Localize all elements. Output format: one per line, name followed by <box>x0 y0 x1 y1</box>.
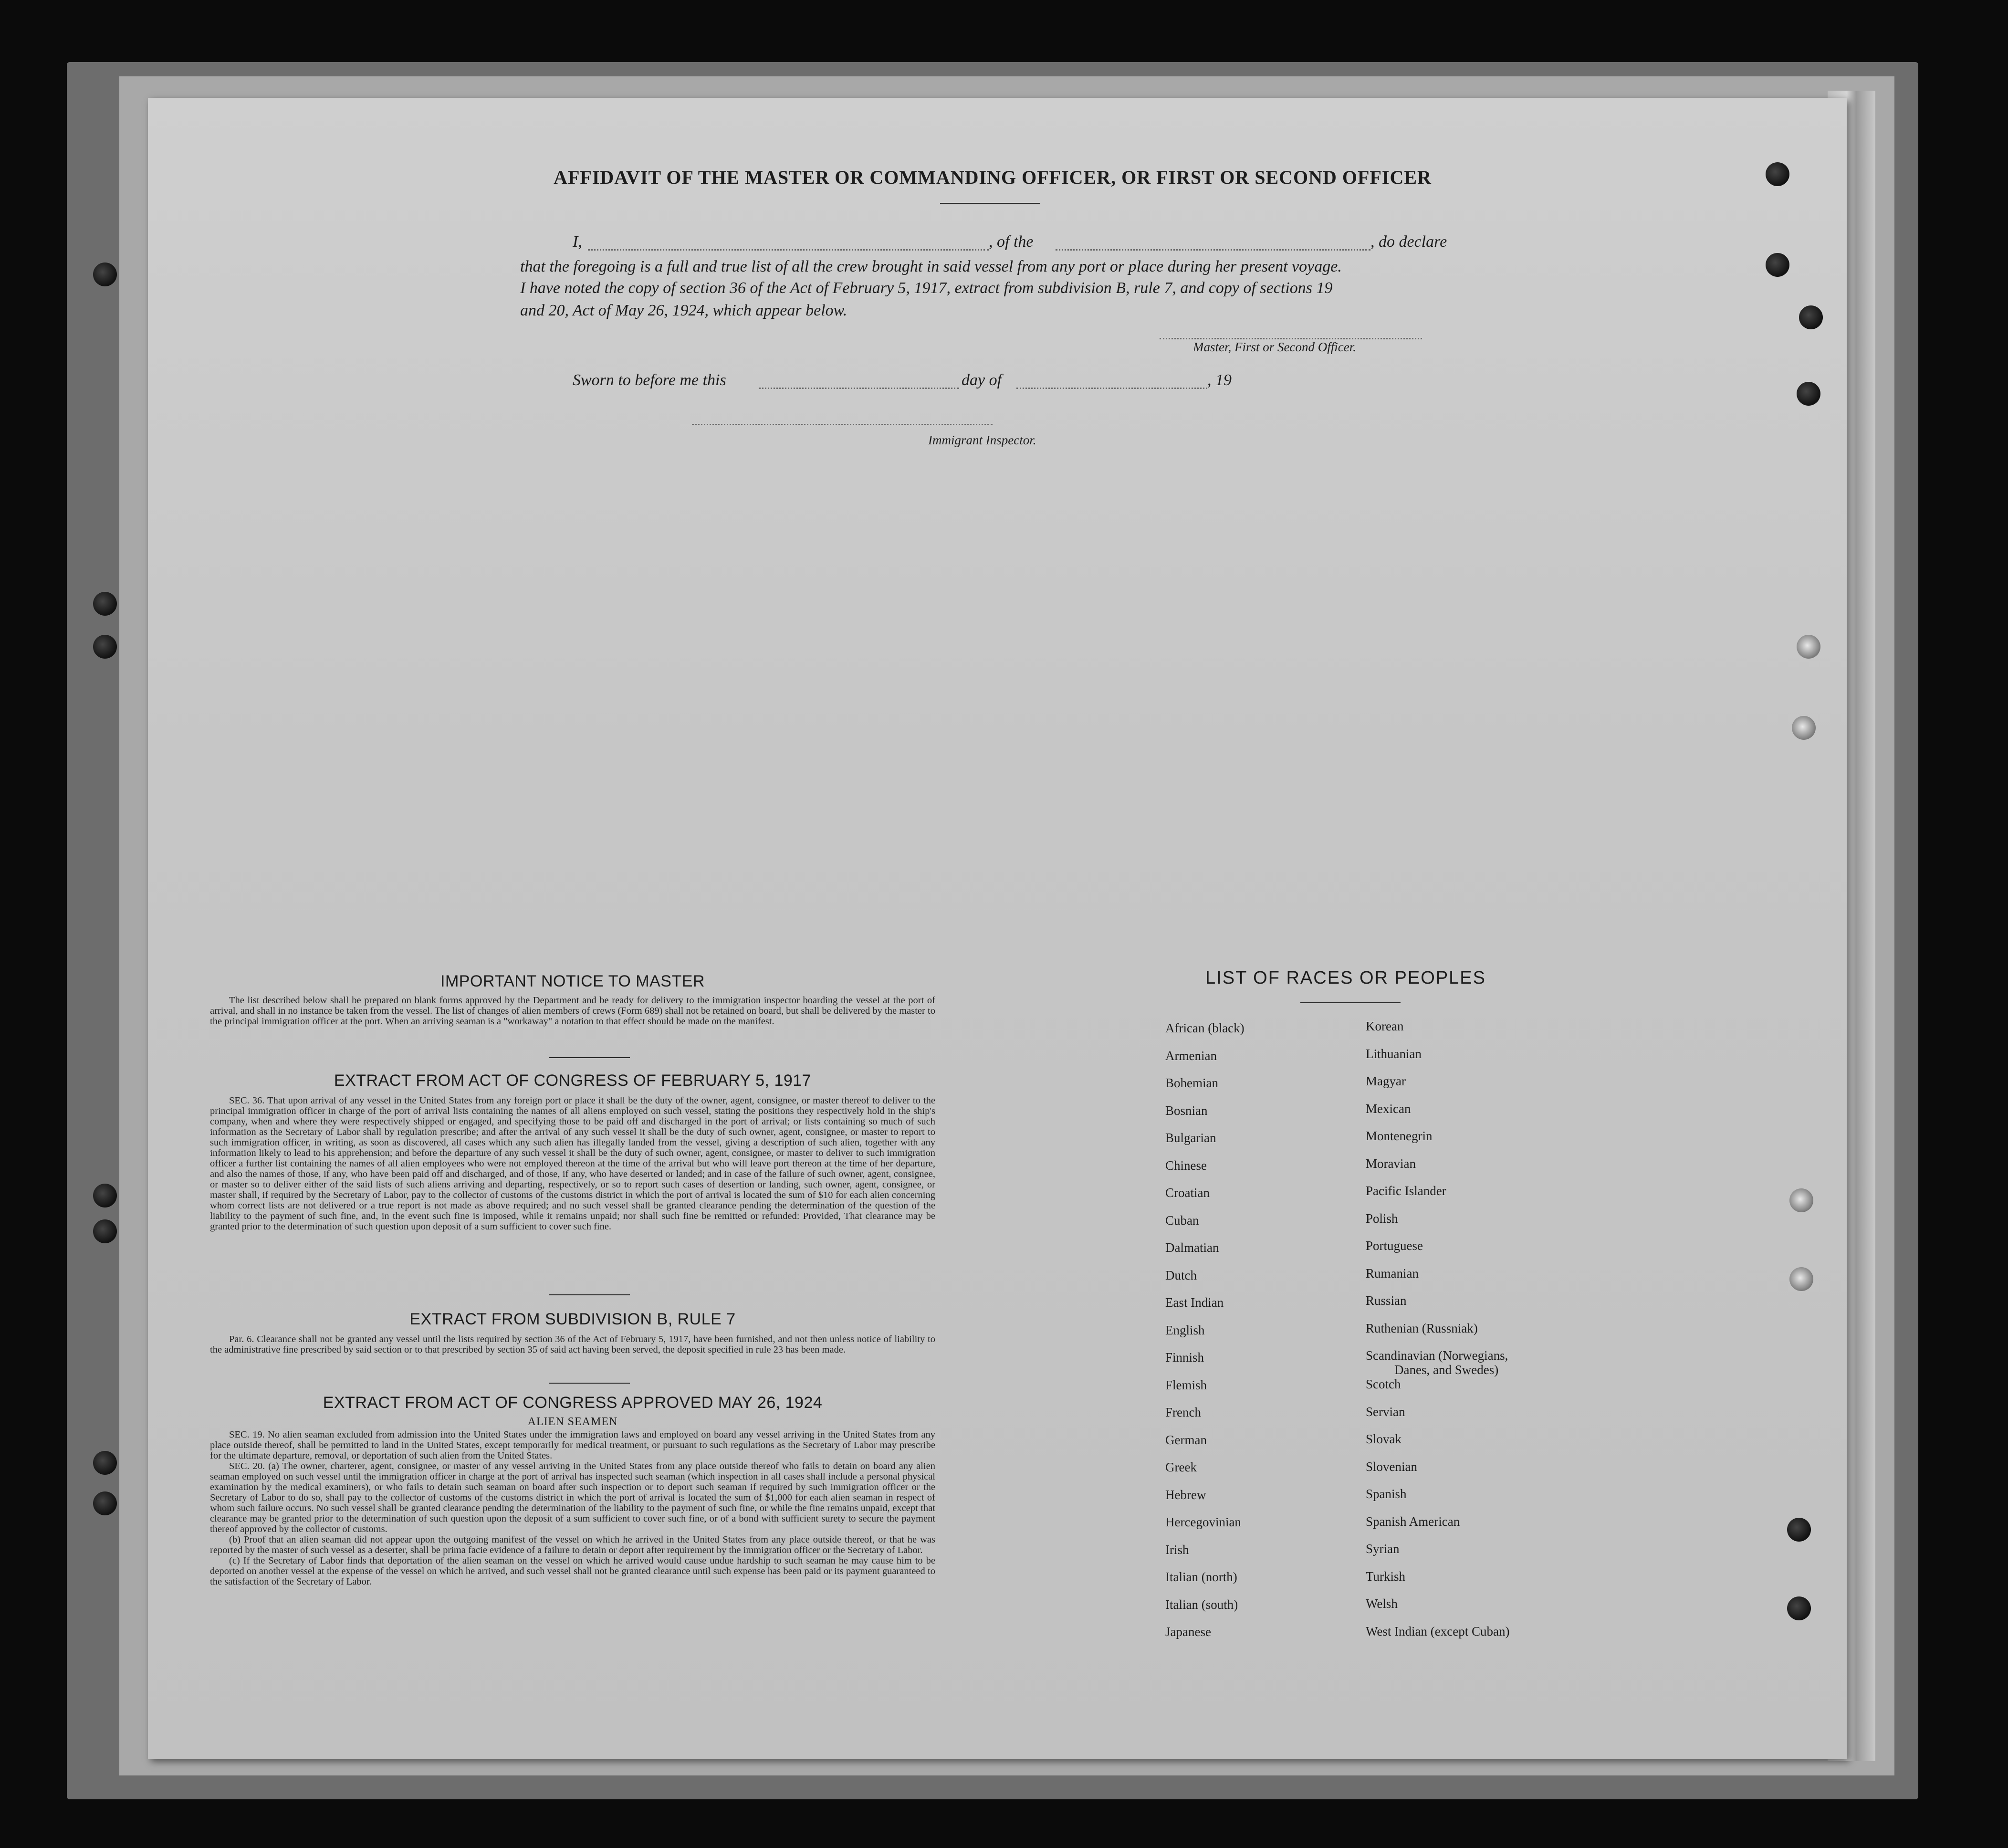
punch-hole-icon <box>93 592 117 616</box>
race-item: Greek <box>1165 1460 1197 1474</box>
affidavit-line-2: that the foregoing is a full and true list of all the crew brought in said vessel from any port or place during her present voyage. <box>520 258 1342 275</box>
day-of-label: day of <box>962 371 1002 389</box>
year-label: , 19 <box>1207 371 1232 389</box>
race-item: Flemish <box>1165 1377 1207 1392</box>
punch-hole-icon <box>93 1491 117 1515</box>
races-left-column <box>1165 1021 1245 1653</box>
punch-hole-icon <box>93 262 117 286</box>
punch-hole-icon <box>1766 162 1789 186</box>
sworn-label: Sworn to before me this <box>573 371 726 389</box>
races-rule <box>1300 1002 1401 1003</box>
race-item: French <box>1165 1405 1201 1419</box>
affidavit-i: I, <box>573 233 582 251</box>
notice-rule <box>549 1057 630 1058</box>
rule7-rule <box>549 1383 630 1384</box>
extract-1924-text <box>210 1429 935 1587</box>
sec-20a-paragraph: SEC. 20. (a) The owner, charterer, agent, consignee, or master of any vessel arriving in the United States from any place outside thereof who fails to detain on board any alien seaman employed on such vessel until the immigration officer in charge at the port of arrival has inspected such seaman (which inspection in all cases shall include a personal physical examination by the medical examiners), or who fails to detain such seaman on board after such inspection or to deport such seaman if required by such immigration officer or the Secretary of Labor to do so, shall pay to the collector of customs of the customs district in which the port of arrival is located the sum of $1,000 for each alien seaman in respect of whom such failure occurs. No such vessel shall be granted clearance pending the determination of the liability to the payment of such fine, or while the fine remains unpaid, except that clearance may be granted prior to the determination of such question upon the deposit of a sum sufficient to cover such fine, or of a bond with sufficient surety to secure the payment thereof approved by the collector of customs. <box>210 1461 935 1534</box>
race-item: Korean <box>1366 1019 1404 1033</box>
race-item: Armenian <box>1165 1048 1217 1063</box>
race-item: Bulgarian <box>1165 1131 1216 1145</box>
master-caption: Master, First or Second Officer. <box>1193 340 1356 354</box>
race-item: African (black) <box>1165 1021 1245 1035</box>
race-item: Dutch <box>1165 1268 1197 1282</box>
race-item: Portuguese <box>1366 1239 1423 1253</box>
race-item: Finnish <box>1165 1350 1204 1365</box>
master-signature-field[interactable] <box>1160 338 1422 339</box>
race-item: Turkish <box>1366 1569 1406 1584</box>
race-item: Hebrew <box>1165 1487 1206 1502</box>
race-item: Rumanian <box>1366 1266 1419 1281</box>
punch-hole-icon <box>1792 716 1816 740</box>
title-rule <box>940 203 1040 204</box>
race-item: Chinese <box>1165 1158 1207 1173</box>
race-item: Japanese <box>1165 1625 1211 1639</box>
name-blank-field[interactable] <box>588 249 989 251</box>
race-item: Servian <box>1366 1404 1405 1419</box>
rule7-title: EXTRACT FROM SUBDIVISION B, RULE 7 <box>409 1310 736 1328</box>
vessel-blank-field[interactable] <box>1056 249 1370 251</box>
race-item: Spanish American <box>1366 1514 1460 1529</box>
race-item: Scandinavian (Norwegians, <box>1366 1348 1508 1363</box>
punch-hole-icon <box>93 635 117 659</box>
punch-hole-icon <box>93 1219 117 1243</box>
punch-hole-icon <box>1799 305 1823 329</box>
race-item: Hercegovinian <box>1165 1515 1241 1529</box>
extract-1917-rule <box>549 1294 630 1295</box>
race-item: Polish <box>1366 1211 1398 1226</box>
sec-20c-paragraph: (c) If the Secretary of Labor finds that deportation of the alien seaman on the vessel on which he arrived would cause undue hardship to such seaman he may cause him to be deported on another vessel at the expense of the vessel on which he arrived, and such vessel shall not be granted clearance until such expense has been paid or its payment guaranteed to the satisfaction of the Secretary of Labor. <box>210 1555 935 1587</box>
affidavit-of-the: , of the <box>989 233 1034 251</box>
punch-hole-icon <box>1787 1518 1811 1542</box>
race-item: Spanish <box>1366 1487 1407 1501</box>
par-6-paragraph: Par. 6. Clearance shall not be granted any vessel until the lists required by section 36 of the Act of February 5, 1917, have been furnished, and not then unless notice of liability to the administrative fine prescribed by said section or to that prescribed by section 35 of said act having been served, the deposit specified in rule 23 has been made. <box>210 1334 935 1355</box>
affidavit-line-3: I have noted the copy of section 36 of the Act of February 5, 1917, extract from subdivision B, rule 7, and copy of sections 19 <box>520 279 1333 297</box>
notice-title: IMPORTANT NOTICE TO MASTER <box>440 972 705 990</box>
race-item: Cuban <box>1165 1213 1199 1228</box>
punch-hole-icon <box>93 1184 117 1208</box>
sworn-day-field[interactable] <box>759 388 959 389</box>
sec-19-paragraph: SEC. 19. No alien seaman excluded from admission into the United States under the immigration laws and employed on board any vessel arriving in the United States from any place outside thereof, shall be permitted to land in the United States, except temporarily for medical treatment, or pursuant to such regulations as the Secretary of Labor may prescribe for the ultimate departure, removal, or deportation of such alien from the United States. <box>210 1429 935 1461</box>
race-item: Slovenian <box>1366 1459 1417 1474</box>
race-item: Mexican <box>1366 1101 1411 1116</box>
rule7-text <box>210 1334 935 1355</box>
race-item: Bosnian <box>1165 1103 1208 1118</box>
race-item: Syrian <box>1366 1542 1400 1556</box>
punch-hole-icon <box>1787 1596 1811 1620</box>
race-item: Welsh <box>1366 1596 1398 1611</box>
race-item: Italian (south) <box>1165 1597 1238 1612</box>
notice-text <box>210 995 935 1027</box>
race-item: Moravian <box>1366 1156 1416 1171</box>
notice-paragraph: The list described below shall be prepared on blank forms approved by the Department and be ready for delivery to the immigration inspector boarding the vessel at the port of arrival, and shall in no instance be taken from the vessel. The list of changes of alien members of crews (Form 689) shall not be retained on board, but shall be delivered by the master to the principal immigration officer at the port. When an arriving seaman is a "workaway" a notation to that effect should be made on the manifest. <box>210 995 935 1027</box>
punch-hole-icon <box>1797 635 1820 659</box>
race-item: Bohemian <box>1165 1076 1218 1090</box>
race-item: West Indian (except Cuban) <box>1366 1624 1510 1638</box>
punch-hole-icon <box>93 1451 117 1475</box>
race-item: Danes, and Swedes) <box>1394 1363 1499 1377</box>
races-title: LIST OF RACES OR PEOPLES <box>1205 968 1486 988</box>
extract-1917-text <box>210 1095 935 1232</box>
race-item: East Indian <box>1165 1295 1224 1310</box>
race-item: Magyar <box>1366 1074 1406 1088</box>
extract-1924-title: EXTRACT FROM ACT OF CONGRESS APPROVED MAY 26, 1924 <box>323 1394 823 1412</box>
race-item: English <box>1165 1323 1205 1337</box>
sworn-month-field[interactable] <box>1016 388 1207 389</box>
punch-hole-icon <box>1797 382 1820 406</box>
sec-36-paragraph: SEC. 36. That upon arrival of any vessel in the United States from any foreign port or place it shall be the duty of the owner, agent, consignee, or master thereof to deliver to the principal immigration officer in charge of the port of arrival lists containing the names of all aliens employed on such vessel, stating the positions they respectively hold in the ship's company, when and where they were respectively shipped or engaged, and specifying those to be paid off and discharged in the port of arrival; or lists containing so much of such information as the Secretary of Labor shall by regulation prescribe; and after the arrival of any such vessel it shall be the duty of such owner, agent, consignee, or master to report to such immigration officer, in writing, as soon as discovered, all cases which any such alien has illegally landed from the vessel, giving a description of such alien, together with any information likely to lead to his apprehension; and before the departure of any such vessel it shall be the duty of such owner, agent, consignee, or master to deliver to such immigration officer a further list containing the names of all alien employees who were not employed thereon at the time of the arrival but who will leave port thereon at the time of her departure, and also the names of those, if any, who have been paid off and discharged, and of those, if any, who have deserted or landed; and in case of the failure of such owner, agent, consignee, or master so to deliver either of the said lists of such aliens arriving and departing, respectively, or so to report such cases of desertion or landing, such owner, agent, consignee, or master shall, if required by the Secretary of Labor, pay to the collector of customs of the customs district in which the port of arrival is located the sum of $10 for each alien concerning whom correct lists are not delivered or a true report is not made as above required; and no such vessel shall be granted clearance pending the determination of the question of the liability to the payment of such fine, and, in the event such fine is imposed, while it remains unpaid; nor shall such fine be remitted or refunded: Provided, That clearance may be granted prior to the determination of such question upon deposit of a sum sufficient to cover such fine. <box>210 1095 935 1232</box>
race-item: Russian <box>1366 1293 1407 1308</box>
punch-hole-icon <box>1766 253 1789 277</box>
race-item: Dalmatian <box>1165 1240 1219 1255</box>
affidavit-line-4: and 20, Act of May 26, 1924, which appear below. <box>520 302 847 319</box>
inspector-caption: Immigrant Inspector. <box>928 433 1036 447</box>
extract-1917-title: EXTRACT FROM ACT OF CONGRESS OF FEBRUARY 5, 1917 <box>334 1071 812 1090</box>
race-item: Slovak <box>1366 1432 1402 1446</box>
punch-hole-icon <box>1789 1188 1813 1212</box>
affidavit-declare: , do declare <box>1370 233 1447 251</box>
race-item: Italian (north) <box>1165 1570 1237 1584</box>
race-item: Croatian <box>1165 1186 1210 1200</box>
affidavit-title: AFFIDAVIT OF THE MASTER OR COMMANDING OFFICER, OR FIRST OR SECOND OFFICER <box>554 167 1432 188</box>
races-right-column <box>1366 1019 1509 1652</box>
punch-hole-icon <box>1789 1267 1813 1291</box>
race-item: Scotch <box>1366 1377 1401 1391</box>
race-item: Ruthenian (Russniak) <box>1366 1321 1478 1335</box>
inspector-signature-field[interactable] <box>692 424 993 425</box>
race-item: Irish <box>1165 1542 1189 1557</box>
race-item: Lithuanian <box>1366 1046 1422 1061</box>
alien-seamen-subtitle: ALIEN SEAMEN <box>527 1416 618 1428</box>
race-item: German <box>1165 1432 1207 1447</box>
race-item: Pacific Islander <box>1366 1184 1446 1198</box>
race-item: Montenegrin <box>1366 1129 1433 1143</box>
sec-20b-paragraph: (b) Proof that an alien seaman did not appear upon the outgoing manifest of the vessel on which he arrived in the United States from any place outside thereof, or that he was reported by the master of such vessel as a deserter, shall be prima facie evidence of a failure to detain or deport after requirement by the immigration officer or the Secretary of Labor. <box>210 1534 935 1555</box>
